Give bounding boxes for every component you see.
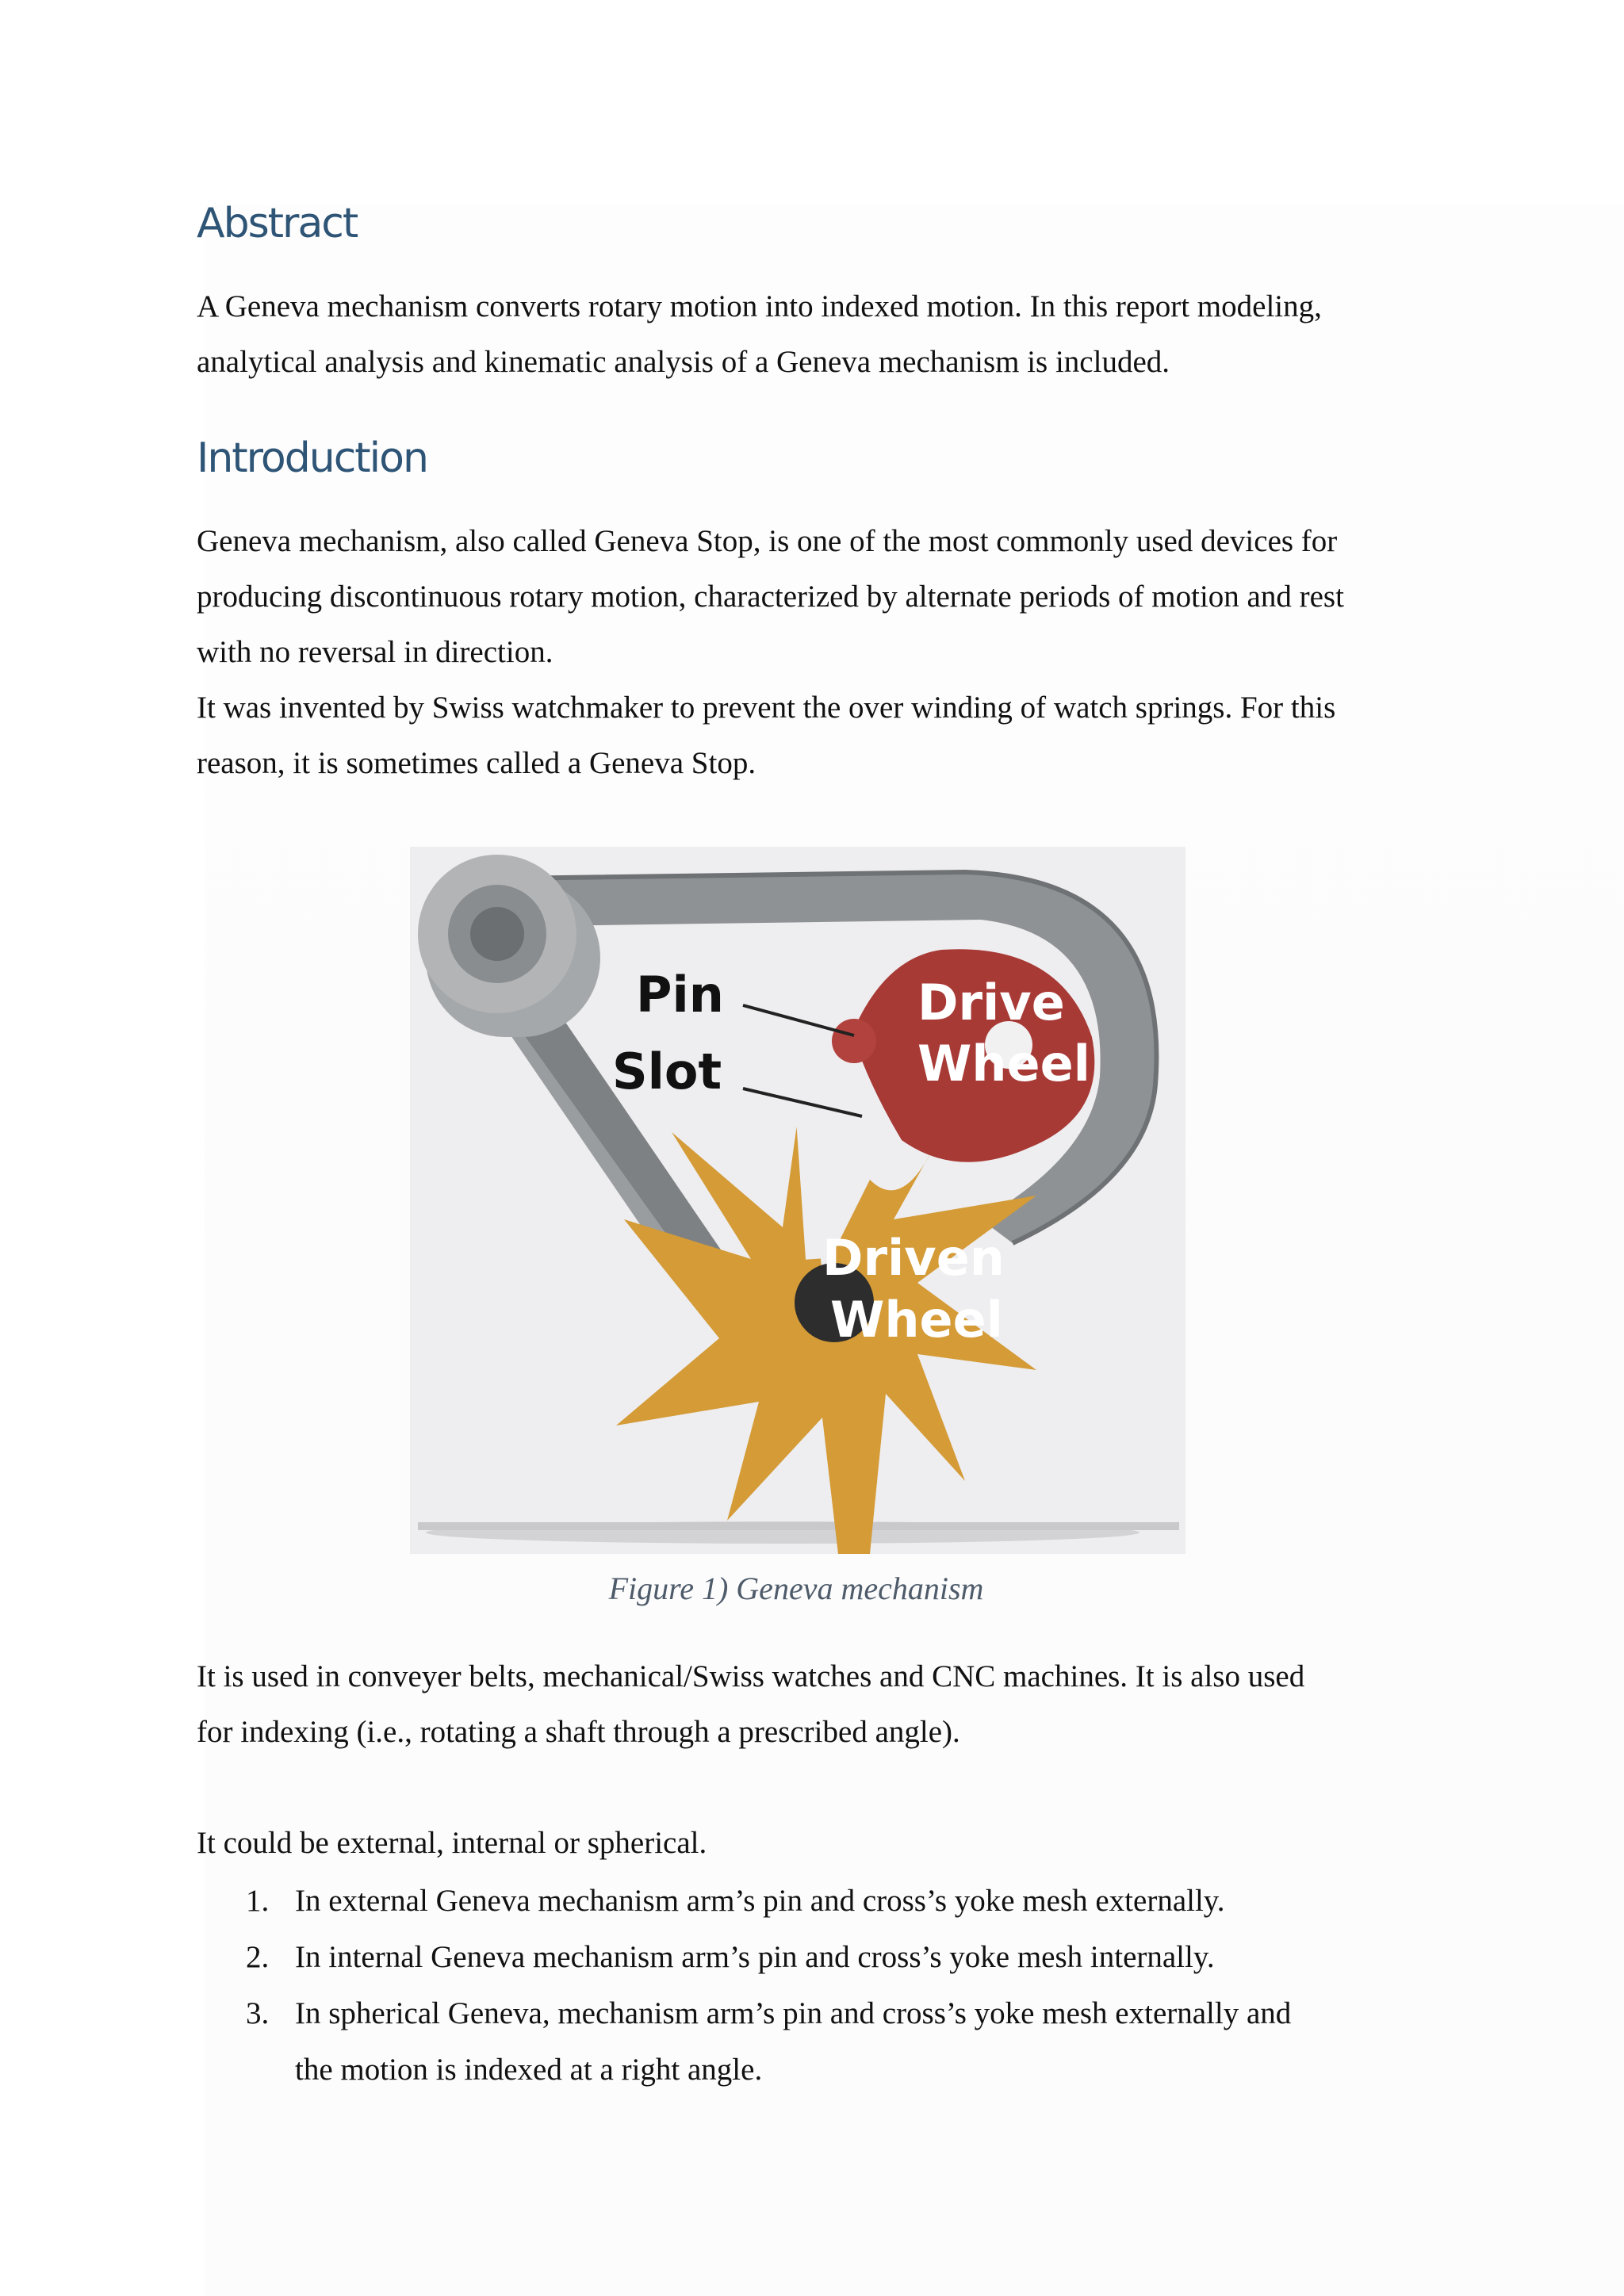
list-item-number: 3. [246,1996,270,2030]
usage-line: It is used in conveyer belts, mechanical/Swiss watches and CNC machines. It is also used [197,1659,1305,1693]
list-item-text: In internal Geneva mechanism arm’s pin and cross’s yoke mesh internally. [295,1940,1215,1974]
list-item-number: 1. [246,1884,270,1918]
geneva-mechanism-figure [410,847,1185,1554]
list-item [197,1985,1434,2098]
pin-label: Pin [636,966,724,1024]
introduction-line: It was invented by Swiss watchmaker to prevent the over winding of watch springs. For this [197,691,1336,725]
list-item [197,1929,1434,1985]
list-item-text: In spherical Geneva, mechanism arm’s pin and cross’s yoke mesh externally and [295,1996,1292,2030]
abstract-line: A Geneva mechanism converts rotary motion into indexed motion. In this report modeling, [197,289,1322,323]
geneva-mechanism-illustration [410,847,1185,1554]
ground-shadow-band [418,1522,1179,1530]
types-list [197,1873,1434,2098]
usage-line: for indexing (i.e., rotating a shaft through a prescribed angle). [197,1715,960,1749]
introduction-paragraph [197,514,1418,791]
abstract-paragraph [197,279,1418,390]
introduction-line: with no reversal in direction. [197,635,553,669]
drive-wheel-label-line2: Wheel [917,1035,1090,1093]
driven-wheel-label-line1: Driven [822,1229,1005,1287]
list-item [197,1873,1434,1929]
driven-wheel-label-line2: Wheel [830,1291,1003,1349]
list-item-text: the motion is indexed at a right angle. [295,2053,763,2087]
slot-label: Slot [612,1043,722,1100]
introduction-line: producing discontinuous rotary motion, characterized by alternate periods of motion and rest [197,580,1344,614]
list-item-number: 2. [246,1940,270,1974]
introduction-line: reason, it is sometimes called a Geneva Stop. [197,746,756,780]
list-item-text: In external Geneva mechanism arm’s pin and cross’s yoke mesh externally. [295,1884,1225,1918]
usage-paragraph [197,1649,1418,1760]
types-intro [197,1816,1418,1871]
introduction-line: Geneva mechanism, also called Geneva Stop, is one of the most commonly used devices for [197,524,1338,558]
pin-leader-line [743,1005,854,1035]
figure-caption: Figure 1) Geneva mechanism [608,1571,984,1606]
abstract-line: analytical analysis and kinematic analysis of a Geneva mechanism is included. [197,345,1170,379]
types-intro-line: It could be external, internal or spherical. [197,1826,707,1860]
abstract-heading: Abstract [197,200,358,247]
introduction-heading: Introduction [197,434,427,482]
drive-wheel-label-line1: Drive [917,974,1065,1031]
